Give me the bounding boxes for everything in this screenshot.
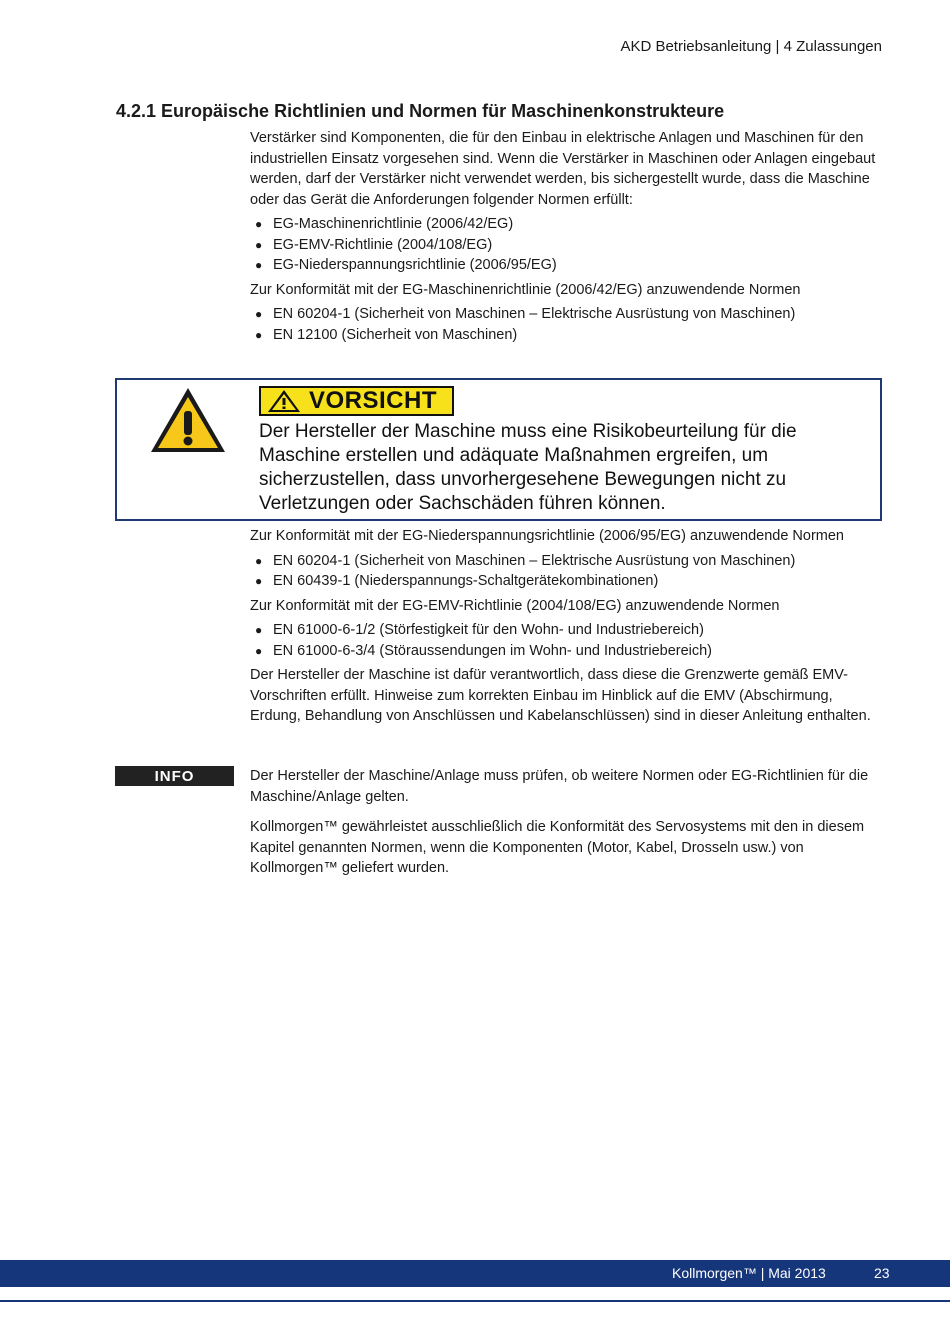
- caution-label-text: VORSICHT: [309, 387, 438, 414]
- list-item: ● EN 12100 (Sicherheit von Maschinen): [250, 325, 882, 346]
- bullet-icon: ●: [255, 307, 263, 321]
- footer-bar: [0, 1260, 950, 1287]
- bullet-icon: ●: [255, 643, 263, 658]
- low-voltage-list: [250, 551, 882, 592]
- bullet-icon: ●: [255, 553, 263, 568]
- list-item: ● EG-EMV-Richtlinie (2004/108/EG): [250, 235, 882, 256]
- standards-block: [250, 526, 882, 727]
- list-item: ● EN 60439-1 (Niederspannungs-Schaltgerätekombinationen): [250, 571, 882, 592]
- emc-heading: Zur Konformität mit der EG-EMV-Richtlinie (2004/108/EG) anzuwendende Normen: [250, 597, 780, 614]
- caution-mini-icon: [267, 389, 301, 413]
- intro-block: [250, 128, 882, 349]
- list-item: ● EN 60204-1 (Sicherheit von Maschinen – Elektrische Ausrüstung von Maschinen): [250, 551, 882, 572]
- caution-box: [115, 378, 882, 521]
- warning-triangle-icon: [148, 385, 228, 455]
- bullet-icon: ●: [255, 327, 263, 342]
- list-item: ● EG-Maschinenrichtlinie (2006/42/EG): [250, 214, 882, 235]
- low-voltage-heading: Zur Konformität mit der EG-Niederspannungsrichtlinie (2006/95/EG) anzuwendende Normen: [250, 528, 844, 544]
- section-title: 4.2.1 Europäische Richtlinien und Normen für Maschinenkonstrukteure: [116, 101, 725, 121]
- bullet-icon: ●: [255, 623, 263, 637]
- bullet-icon: ●: [255, 237, 263, 252]
- emc-list: [250, 620, 882, 661]
- footer-rule: [0, 1300, 950, 1302]
- info-badge: INFO: [115, 766, 234, 786]
- list-item: ● EN 61000-6-3/4 (Störaussendungen im Wohn- und Industriebereich): [250, 641, 882, 662]
- machine-norms-heading: Zur Konformität mit der EG-Maschinenrichtlinie (2006/42/EG) anzuwendende Normen: [250, 281, 801, 298]
- bullet-icon: ●: [255, 258, 263, 272]
- list-item: ● EN 60204-1 (Sicherheit von Maschinen – Elektrische Ausrüstung von Maschinen): [250, 304, 882, 325]
- directive-list: [250, 214, 882, 276]
- info-block: [250, 766, 882, 879]
- emc-paragraph: Der Hersteller der Maschine ist dafür verantwortlich, dass diese die Grenzwerte gemäß EMV-Vorschriften erfüllt. Hinweise zum korrekten Einbau im Hinblick auf die EMV (Abschirmung, Erdung, Behandlung von Anschlüssen und Kabelanschlüssen) sind in dieser Anleitung enthalten.: [250, 667, 871, 724]
- caution-text: Der Hersteller der Maschine muss eine Risikobeurteilung für die Maschine erstellen und adäquate Maßnahmen ergreifen, um sicherzustellen, dass unvorhergesehene Bewegungen nicht zu Verletzungen oder Sachschäden führen können.: [259, 421, 797, 514]
- info-paragraph-1: Der Hersteller der Maschine/Anlage muss prüfen, ob weitere Normen oder EG-Richtlinien für die Maschine/Anlage gelten.: [250, 768, 869, 805]
- bullet-icon: ●: [255, 217, 263, 231]
- list-item: ● EN 61000-6-1/2 (Störfestigkeit für den Wohn- und Industriebereich): [250, 620, 882, 641]
- footer-publisher: Kollmorgen™ | Mai 2013: [672, 1265, 826, 1281]
- info-paragraph-2: Kollmorgen™ gewährleistet ausschließlich die Konformität des Servosystems mit den in diesem Kapitel genannten Normen, wenn die Komponenten (Motor, Kabel, Drosseln usw.) von Kollmorgen™ geliefert wurden.: [250, 819, 865, 876]
- page-number: 23: [874, 1265, 890, 1281]
- list-item: ● EG-Niederspannungsrichtlinie (2006/95/EG): [250, 255, 882, 276]
- running-header: AKD Betriebsanleitung | 4 Zulassungen: [620, 38, 882, 55]
- intro-paragraph: Verstärker sind Komponenten, die für den Einbau in elektrische Anlagen und Maschinen für den industriellen Einsatz vorgesehen sind. Wenn die Verstärker in Maschinen oder Anlagen eingebaut werden, darf der Verstärker nicht verwendet werden, bis sichergestellt wurde, dass die Maschine oder das Gerät die Anforderungen folgender Normen erfüllt:: [250, 130, 876, 208]
- caution-label: [259, 386, 454, 416]
- bullet-icon: ●: [255, 574, 263, 588]
- machine-norms-list: [250, 304, 882, 345]
